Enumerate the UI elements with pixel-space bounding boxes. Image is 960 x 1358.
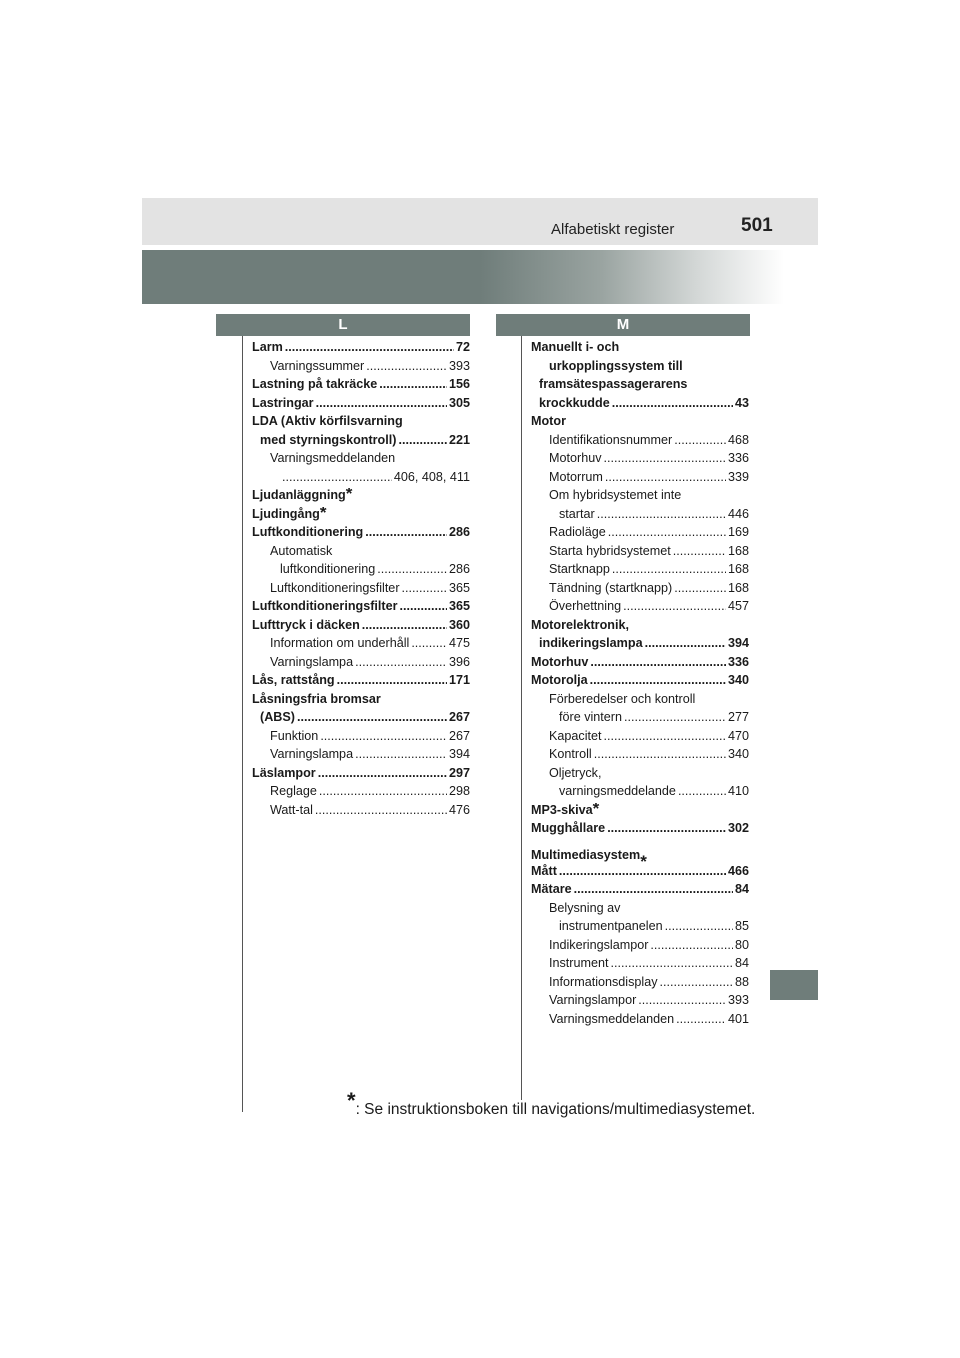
entry-term: Indikeringslampor [549, 937, 649, 952]
index-entry [531, 784, 749, 803]
index-entry [531, 692, 749, 711]
entry-page: 168 [727, 543, 749, 558]
entry-page: 336 [727, 654, 749, 669]
entry-term: Belysning av [549, 900, 621, 915]
chapter-tab [770, 970, 818, 1000]
index-column-l [252, 340, 470, 821]
leader-dots [411, 636, 447, 650]
leader-dots [674, 433, 726, 447]
index-entry [531, 544, 749, 563]
entry-page: 401 [727, 1011, 749, 1026]
index-entry [252, 784, 470, 803]
entry-term: Mätare [531, 882, 572, 896]
leader-dots [623, 599, 726, 613]
leader-dots [315, 803, 447, 817]
entry-term: Motor [531, 414, 566, 428]
entry-page: 457 [727, 599, 749, 613]
leader-dots [355, 655, 447, 669]
index-entry [531, 821, 749, 840]
entry-page: 394 [448, 747, 470, 761]
entry-page: 468 [727, 432, 749, 447]
footnote [347, 1088, 756, 1119]
leader-dots [665, 919, 733, 933]
entry-term: indikeringslampa [539, 636, 643, 650]
index-entry [531, 396, 749, 415]
leader-dots [319, 784, 447, 798]
entry-term: Information om underhåll [270, 636, 410, 650]
entry-term: startar [559, 506, 595, 521]
entry-page: 298 [448, 784, 470, 798]
entry-page: 340 [727, 747, 749, 761]
leader-dots [559, 864, 726, 878]
index-entry: MP3-skiva * [531, 802, 600, 818]
index-entry [531, 488, 749, 507]
leader-dots [645, 636, 726, 650]
entry-page: 84 [734, 882, 749, 896]
entry-term: Ljudingång [252, 506, 320, 521]
leader-dots [366, 359, 447, 373]
entry-term: Motorhuv [549, 451, 602, 465]
entry-term: (ABS) [260, 710, 295, 724]
decorative-band [142, 250, 818, 304]
entry-term: Radioläge [549, 525, 606, 539]
leader-dots [607, 821, 726, 835]
index-entry [531, 673, 749, 692]
leader-dots [608, 525, 726, 539]
index-entry [252, 396, 470, 415]
entry-term: Varningsmeddelanden [270, 451, 396, 465]
entry-term: luftkonditionering [280, 562, 376, 576]
entry-page: 221 [448, 432, 470, 447]
entry-page: 84 [734, 956, 749, 970]
index-column-m [531, 340, 749, 1030]
index-entry [252, 766, 470, 785]
leader-dots [660, 975, 733, 989]
index-entry [531, 451, 749, 470]
leader-dots [611, 956, 733, 970]
entry-page: 267 [448, 710, 470, 724]
index-entry [531, 618, 749, 637]
entry-term: Kontroll [549, 747, 592, 761]
letter-header-l: L [216, 314, 470, 336]
index-entry [252, 414, 470, 433]
index-entry [252, 673, 470, 692]
entry-term: Motorolja [531, 673, 588, 687]
leader-dots [400, 599, 447, 613]
index-entry [531, 414, 749, 433]
entry-term: Starta hybridsystemet [549, 543, 671, 558]
entry-term: framsätespassagerarens [539, 377, 688, 391]
entry-term: Motorhuv [531, 654, 589, 669]
entry-term: Lastringar [252, 395, 314, 410]
entry-term: krockkudde [539, 395, 610, 410]
index-entry [531, 340, 749, 359]
entry-term: Oljetryck, [549, 765, 602, 780]
entry-page: 466 [727, 863, 749, 878]
entry-term: Luftkonditionering [252, 525, 364, 539]
index-entry [531, 919, 749, 938]
leader-dots [638, 993, 726, 1007]
footnote-text: : Se instruktionsboken till navigations/multimediasystemet. [355, 1101, 756, 1119]
index-entry [531, 901, 749, 920]
entry-term: Motorelektronik, [531, 617, 629, 632]
entry-page: 394 [727, 636, 749, 650]
entry-page: 168 [727, 562, 749, 576]
entry-page: 340 [727, 673, 749, 687]
letter-header-m: M [496, 314, 750, 336]
index-entry [531, 655, 749, 674]
index-entry [531, 882, 749, 901]
entry-page: 393 [727, 993, 749, 1007]
index-entry [531, 766, 749, 785]
page-number: 501 [741, 215, 773, 236]
entry-page: 169 [727, 525, 749, 539]
index-entry [252, 692, 470, 711]
index-entry [531, 864, 749, 883]
entry-term: Larm [252, 340, 283, 354]
leader-dots [590, 655, 726, 669]
index-entry [252, 340, 470, 359]
index-entry [531, 433, 749, 452]
leader-dots [285, 340, 454, 354]
index-entry [531, 938, 749, 957]
entry-term: Överhettning [549, 599, 622, 613]
entry-page: 336 [727, 451, 749, 465]
entry-term: Funktion [270, 728, 319, 743]
index-entry [531, 599, 749, 618]
entry-page: 277 [727, 710, 749, 724]
entry-term: Låsningsfria bromsar [252, 691, 381, 706]
entry-page: 286 [448, 562, 470, 576]
column-divider-middle [521, 335, 522, 1100]
index-entry [531, 1012, 749, 1031]
entry-term: Lufttryck i däcken [252, 617, 360, 632]
entry-term: Instrument [549, 956, 609, 970]
entry-term: Mått [531, 863, 557, 878]
leader-dots [676, 1012, 726, 1026]
index-entry [252, 599, 470, 618]
entry-page: 446 [727, 506, 749, 521]
entry-page: 156 [448, 377, 470, 391]
entry-term: varningsmeddelande [559, 784, 676, 798]
index-entry [252, 451, 470, 470]
entry-term: Watt-tal [270, 802, 313, 817]
entry-term: MP3-skiva [531, 802, 593, 817]
footnote-marker: * [347, 1088, 356, 1113]
index-entry [252, 377, 470, 396]
entry-page: 302 [727, 821, 749, 835]
index-entry [252, 359, 470, 378]
entry-page: 43 [734, 395, 749, 410]
index-entry [531, 377, 749, 396]
section-title: Alfabetiskt register [551, 221, 675, 238]
leader-dots [362, 618, 447, 632]
entry-term: med styrningskontroll) [260, 432, 397, 447]
leader-dots [678, 784, 726, 798]
entry-term: urkopplingssystem till [549, 358, 683, 373]
entry-term: Varningssummer [270, 358, 365, 373]
entry-page: 406, 408, 411 [393, 469, 470, 484]
index-entry [531, 729, 749, 748]
entry-page: 339 [727, 469, 749, 484]
entry-page: 396 [448, 654, 470, 669]
entry-page: 171 [448, 673, 470, 687]
entry-term: Varningslampa [270, 654, 354, 669]
leader-dots [673, 544, 726, 558]
leader-dots [365, 525, 447, 539]
index-entry [531, 562, 749, 581]
leader-dots [282, 470, 392, 484]
leader-dots [398, 433, 447, 447]
leader-dots [650, 938, 733, 952]
entry-term: Reglage [270, 784, 317, 798]
leader-dots [320, 729, 447, 743]
index-entry [252, 618, 470, 637]
index-entry [252, 747, 470, 766]
entry-page: 88 [734, 974, 749, 989]
entry-term: före vintern [559, 710, 622, 724]
index-entry [252, 581, 470, 600]
leader-dots [590, 673, 726, 687]
leader-dots [674, 581, 726, 595]
index-entry [531, 525, 749, 544]
entry-term: Manuellt i- och [531, 340, 620, 354]
entry-term: Automatisk [270, 543, 333, 558]
entry-term: Mugghållare [531, 821, 606, 835]
entry-term: Luftkonditioneringsfilter [270, 580, 400, 595]
entry-term: Identifikationsnummer [549, 432, 673, 447]
index-entry: Multimediasystem * [531, 847, 647, 864]
entry-term: Ljudanläggning [252, 488, 346, 502]
leader-dots [355, 747, 447, 761]
index-entry [531, 710, 749, 729]
leader-dots [574, 882, 733, 896]
entry-term: Lastning på takräcke [252, 377, 378, 391]
entry-term: Informationsdisplay [549, 974, 658, 989]
leader-dots [597, 507, 726, 521]
entry-term: Om hybridsystemet inte [549, 488, 682, 502]
entry-page: 286 [448, 525, 470, 539]
index-entry [531, 636, 749, 655]
entry-page: 393 [448, 358, 470, 373]
entry-term: LDA (Aktiv körfilsvarning [252, 414, 403, 428]
leader-dots [316, 396, 447, 410]
index-entry: Ljudingång * [252, 506, 327, 522]
entry-page: 267 [448, 728, 470, 743]
entry-term: Varningsmeddelanden [549, 1011, 675, 1026]
index-entry [252, 525, 470, 544]
index-entry [252, 710, 470, 729]
leader-dots [624, 710, 726, 724]
leader-dots [402, 581, 447, 595]
index-entry [531, 747, 749, 766]
index-entry [531, 507, 749, 526]
leader-dots [604, 729, 726, 743]
index-entry [252, 562, 470, 581]
index-entry [531, 993, 749, 1012]
entry-page: 85 [734, 919, 749, 933]
entry-term: Multimediasystem [531, 847, 641, 862]
index-entry [252, 470, 470, 489]
column-divider-left [242, 335, 243, 1112]
index-entry [252, 636, 470, 655]
entry-page: 168 [727, 580, 749, 595]
entry-term: instrumentpanelen [559, 919, 663, 933]
index-entry [252, 655, 470, 674]
entry-page: 475 [448, 636, 470, 650]
entry-page: 360 [448, 617, 470, 632]
leader-dots [379, 377, 447, 391]
entry-page: 80 [734, 937, 749, 952]
entry-term: Förberedelser och kontroll [549, 691, 696, 706]
index-entry [252, 544, 470, 563]
index-entry [531, 470, 749, 489]
index-entry: Ljudanläggning * [252, 488, 353, 503]
entry-term: Varningslampor [549, 993, 637, 1007]
index-entry [252, 729, 470, 748]
index-entry [531, 359, 749, 378]
index-entry [531, 975, 749, 994]
entry-page: 476 [448, 802, 470, 817]
entry-page: 305 [448, 395, 470, 410]
entry-page: 470 [727, 728, 749, 743]
index-entry [252, 803, 470, 822]
header-bar [142, 198, 818, 245]
entry-term: Tändning (startknapp) [549, 580, 673, 595]
leader-dots [605, 470, 726, 484]
entry-page: 365 [448, 580, 470, 595]
entry-term: Startknapp [549, 562, 610, 576]
entry-term: Kapacitet [549, 728, 602, 743]
entry-term: Motorrum [549, 469, 603, 484]
entry-term: Läslampor [252, 765, 316, 780]
leader-dots [318, 766, 447, 780]
entry-page: 410 [727, 784, 749, 798]
leader-dots [594, 747, 726, 761]
leader-dots [377, 562, 447, 576]
leader-dots [612, 562, 726, 576]
entry-term: Luftkonditioneringsfilter [252, 599, 398, 613]
leader-dots [337, 673, 447, 687]
entry-page: 72 [455, 340, 470, 354]
entry-page: 365 [448, 599, 470, 613]
leader-dots [612, 396, 733, 410]
entry-term: Varningslampa [270, 747, 354, 761]
index-entry [531, 956, 749, 975]
leader-dots [297, 710, 447, 724]
index-entry [252, 433, 470, 452]
index-entry [531, 581, 749, 600]
entry-term: Lås, rattstång [252, 673, 335, 687]
entry-page: 297 [448, 765, 470, 780]
leader-dots [604, 451, 726, 465]
